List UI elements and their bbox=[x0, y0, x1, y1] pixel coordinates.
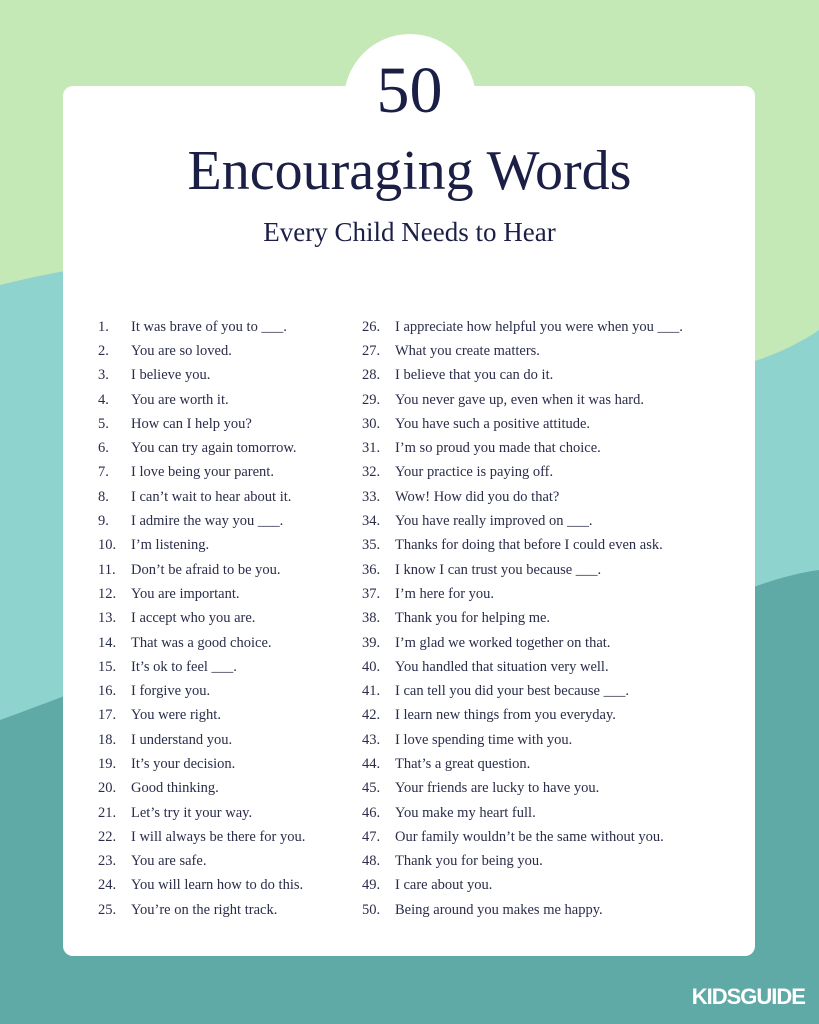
item-text: I accept who you are. bbox=[131, 610, 256, 627]
item-text: You have such a positive attitude. bbox=[395, 415, 591, 432]
item-text: I believe you. bbox=[131, 367, 211, 384]
item-text: I admire the way you ___. bbox=[131, 513, 284, 530]
item-text: You make my heart full. bbox=[395, 804, 536, 821]
list-item bbox=[98, 436, 363, 460]
item-number: 35. bbox=[362, 537, 381, 554]
item-number: 4. bbox=[98, 391, 109, 408]
list-item bbox=[98, 679, 363, 703]
item-text: Thanks for doing that before I could even ask. bbox=[395, 537, 663, 554]
item-text: You can try again tomorrow. bbox=[131, 440, 297, 457]
item-text: I learn new things from you everyday. bbox=[395, 707, 616, 724]
item-text: I’m listening. bbox=[131, 537, 210, 554]
page-title: Encouraging Words bbox=[187, 140, 632, 202]
item-number: 3. bbox=[98, 367, 109, 384]
item-number: 27. bbox=[362, 342, 381, 359]
item-number: 1. bbox=[98, 318, 109, 335]
item-number: 23. bbox=[98, 853, 117, 870]
item-number: 42. bbox=[362, 707, 381, 724]
list-item bbox=[362, 752, 742, 776]
item-number: 38. bbox=[362, 610, 381, 627]
item-number: 40. bbox=[362, 658, 381, 675]
item-number: 41. bbox=[362, 683, 381, 700]
item-number: 2. bbox=[98, 342, 109, 359]
item-text: I believe that you can do it. bbox=[395, 367, 554, 384]
item-number: 28. bbox=[362, 367, 381, 384]
item-text: You are important. bbox=[131, 585, 240, 602]
list-item bbox=[362, 509, 742, 533]
item-number: 6. bbox=[98, 440, 109, 457]
item-text: You’re on the right track. bbox=[131, 901, 278, 918]
item-text: I understand you. bbox=[131, 731, 233, 748]
item-number: 47. bbox=[362, 828, 381, 845]
item-text: How can I help you? bbox=[131, 415, 252, 432]
item-text: I’m here for you. bbox=[395, 585, 495, 602]
item-text: You are worth it. bbox=[131, 391, 229, 408]
item-text: Wow! How did you do that? bbox=[395, 488, 560, 505]
item-number: 31. bbox=[362, 440, 381, 457]
item-text: I forgive you. bbox=[131, 683, 211, 700]
item-text: I appreciate how helpful you were when you ___. bbox=[395, 318, 683, 335]
item-number: 16. bbox=[98, 683, 117, 700]
item-number: 12. bbox=[98, 585, 117, 602]
list-item bbox=[98, 534, 363, 558]
item-number: 18. bbox=[98, 731, 117, 748]
list-item bbox=[98, 412, 363, 436]
item-number: 17. bbox=[98, 707, 117, 724]
list-item bbox=[362, 558, 742, 582]
list-item bbox=[98, 607, 363, 631]
item-text: Good thinking. bbox=[131, 780, 219, 797]
item-text: Your friends are lucky to have you. bbox=[395, 780, 600, 797]
list-item bbox=[362, 339, 742, 363]
list-item bbox=[98, 582, 363, 606]
list-item bbox=[98, 825, 363, 849]
list-item bbox=[362, 631, 742, 655]
list-item bbox=[362, 364, 742, 388]
item-number: 45. bbox=[362, 780, 381, 797]
list-item bbox=[362, 436, 742, 460]
item-number: 34. bbox=[362, 513, 381, 530]
item-number: 11. bbox=[98, 561, 116, 578]
list-item bbox=[98, 850, 363, 874]
list-item bbox=[362, 315, 742, 339]
item-text: I will always be there for you. bbox=[131, 828, 306, 845]
item-text: That was a good choice. bbox=[131, 634, 272, 651]
item-text: Thank you for being you. bbox=[395, 853, 543, 870]
item-number: 32. bbox=[362, 464, 381, 481]
list-item bbox=[362, 728, 742, 752]
item-number: 14. bbox=[98, 634, 117, 651]
item-number: 30. bbox=[362, 415, 381, 432]
list-item bbox=[362, 534, 742, 558]
list-item bbox=[98, 388, 363, 412]
list-column-left bbox=[98, 315, 363, 922]
item-number: 22. bbox=[98, 828, 117, 845]
item-text: You were right. bbox=[131, 707, 221, 724]
list-item bbox=[98, 752, 363, 776]
title-number: 50 bbox=[376, 54, 443, 127]
list-item bbox=[362, 485, 742, 509]
list-item bbox=[98, 801, 363, 825]
item-text: It was brave of you to ___. bbox=[131, 318, 287, 335]
list-item bbox=[98, 777, 363, 801]
item-text: I care about you. bbox=[395, 877, 493, 894]
item-number: 9. bbox=[98, 513, 109, 530]
list-item bbox=[362, 801, 742, 825]
item-text: You never gave up, even when it was hard. bbox=[395, 391, 644, 408]
item-text: It’s ok to feel ___. bbox=[131, 658, 237, 675]
list-item bbox=[98, 631, 363, 655]
list-item bbox=[362, 777, 742, 801]
item-number: 33. bbox=[362, 488, 381, 505]
list-column-right bbox=[362, 315, 742, 922]
item-text: I can tell you did your best because ___. bbox=[395, 683, 629, 700]
list-item bbox=[362, 874, 742, 898]
item-text: I’m glad we worked together on that. bbox=[395, 634, 611, 651]
list-item bbox=[362, 607, 742, 631]
item-number: 19. bbox=[98, 755, 117, 772]
item-text: Being around you makes me happy. bbox=[395, 901, 603, 918]
item-number: 5. bbox=[98, 415, 109, 432]
list-item bbox=[362, 461, 742, 485]
list-item bbox=[362, 825, 742, 849]
item-number: 39. bbox=[362, 634, 381, 651]
item-number: 10. bbox=[98, 537, 117, 554]
item-number: 21. bbox=[98, 804, 117, 821]
item-number: 36. bbox=[362, 561, 381, 578]
item-text: You are so loved. bbox=[131, 342, 232, 359]
item-number: 26. bbox=[362, 318, 381, 335]
kidsguide-logo: KIDSGUIDE bbox=[691, 984, 805, 1009]
item-text: I love spending time with you. bbox=[395, 731, 573, 748]
item-number: 46. bbox=[362, 804, 381, 821]
list-item bbox=[362, 388, 742, 412]
list-item bbox=[362, 582, 742, 606]
list-item bbox=[362, 412, 742, 436]
item-number: 15. bbox=[98, 658, 117, 675]
list-item bbox=[98, 558, 363, 582]
item-number: 25. bbox=[98, 901, 117, 918]
item-text: Thank you for helping me. bbox=[395, 610, 551, 627]
item-text: I can’t wait to hear about it. bbox=[131, 488, 292, 505]
item-text: Your practice is paying off. bbox=[395, 464, 554, 481]
item-number: 7. bbox=[98, 464, 109, 481]
item-number: 8. bbox=[98, 488, 109, 505]
item-number: 13. bbox=[98, 610, 117, 627]
list-item bbox=[362, 898, 742, 922]
item-number: 43. bbox=[362, 731, 381, 748]
item-text: Our family wouldn’t be the same without you. bbox=[395, 828, 664, 845]
item-text: I love being your parent. bbox=[131, 464, 274, 481]
item-text: You have really improved on ___. bbox=[395, 513, 593, 530]
list-item bbox=[98, 509, 363, 533]
item-number: 29. bbox=[362, 391, 381, 408]
item-number: 48. bbox=[362, 853, 381, 870]
item-text: Let’s try it your way. bbox=[131, 804, 253, 821]
item-text: It’s your decision. bbox=[131, 755, 236, 772]
item-text: I know I can trust you because ___. bbox=[395, 561, 602, 578]
item-text: You will learn how to do this. bbox=[131, 877, 304, 894]
item-number: 49. bbox=[362, 877, 381, 894]
item-text: I’m so proud you made that choice. bbox=[395, 440, 601, 457]
item-number: 20. bbox=[98, 780, 117, 797]
list-item bbox=[98, 898, 363, 922]
item-number: 44. bbox=[362, 755, 381, 772]
list-item bbox=[98, 874, 363, 898]
list-item bbox=[362, 655, 742, 679]
list-item bbox=[98, 704, 363, 728]
list-item bbox=[362, 704, 742, 728]
item-text: That’s a great question. bbox=[395, 755, 531, 772]
list-item bbox=[98, 485, 363, 509]
item-text: Don’t be afraid to be you. bbox=[131, 561, 281, 578]
page-subtitle: Every Child Needs to Hear bbox=[263, 217, 556, 247]
item-text: You are safe. bbox=[131, 853, 207, 870]
list-item bbox=[98, 461, 363, 485]
list-item bbox=[98, 339, 363, 363]
item-number: 24. bbox=[98, 877, 117, 894]
list-item bbox=[98, 364, 363, 388]
item-number: 37. bbox=[362, 585, 381, 602]
list-item bbox=[362, 850, 742, 874]
list-item bbox=[98, 728, 363, 752]
list-item bbox=[362, 679, 742, 703]
item-text: You handled that situation very well. bbox=[395, 658, 609, 675]
list-item bbox=[98, 315, 363, 339]
item-text: What you create matters. bbox=[395, 342, 540, 359]
list-item bbox=[98, 655, 363, 679]
item-number: 50. bbox=[362, 901, 381, 918]
